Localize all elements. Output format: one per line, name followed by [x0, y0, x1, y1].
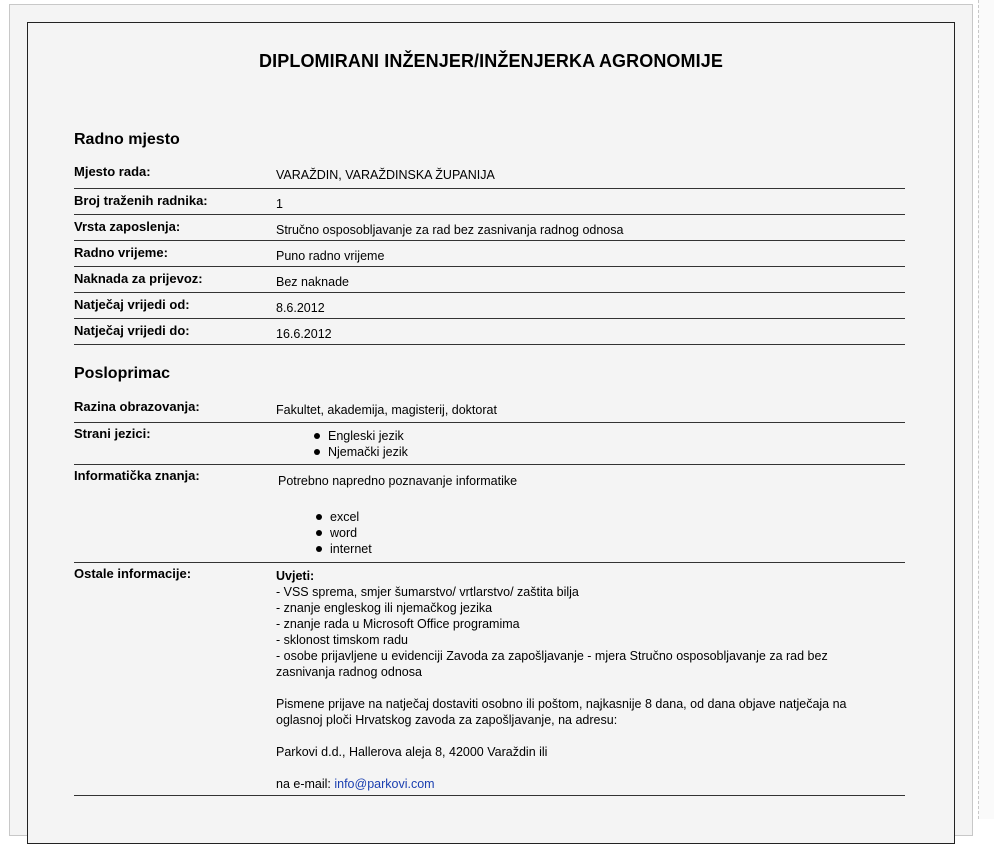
row-vrijedi-do	[74, 319, 905, 345]
languages-list	[312, 428, 408, 460]
row-value: 1	[276, 197, 283, 211]
row-label: Vrsta zaposlenja:	[74, 219, 181, 234]
condition-line: - osobe prijavljene u evidenciji Zavoda za zapošljavanje - mjera Stručno osposobljavanje za rad bez	[276, 649, 828, 663]
row-label: Radno vrijeme:	[74, 245, 168, 260]
row-vrijedi-od	[74, 293, 905, 319]
row-value: Stručno osposobljavanje za rad bez zasnivanja radnog odnosa	[276, 223, 624, 237]
row-broj-radnika	[74, 189, 905, 215]
row-label: Broj traženih radnika:	[74, 193, 208, 208]
other-info-text	[276, 568, 896, 792]
condition-line: - VSS sprema, smjer šumarstvo/ vrtlarstvo/ zaštita bilja	[276, 585, 579, 599]
job-posting-panel	[27, 22, 955, 844]
row-strani-jezici	[74, 423, 905, 465]
row-informaticka-znanja	[74, 465, 905, 563]
it-skills-list	[314, 509, 372, 557]
row-value: Puno radno vrijeme	[276, 249, 385, 263]
row-naknada	[74, 267, 905, 293]
conditions-heading: Uvjeti:	[276, 569, 315, 583]
row-value: Potrebno napredno poznavanje informatike	[278, 474, 518, 488]
row-label: Ostale informacije:	[74, 566, 192, 581]
application-text: oglasnoj ploči Hrvatskog zavoda za zapošljavanje, na adresu:	[276, 713, 618, 727]
condition-line: zasnivanja radnog odnosa	[276, 665, 422, 679]
email-line	[276, 776, 896, 792]
application-text: Pismene prijave na natječaj dostaviti osobno ili poštom, najkasnije 8 dana, od dana objave natječaja na	[276, 697, 847, 711]
row-label: Natječaj vrijedi do:	[74, 323, 190, 338]
list-item: Engleski jezik	[312, 428, 408, 444]
list-item: word	[314, 525, 372, 541]
row-value: Fakultet, akademija, magisterij, doktorat	[276, 403, 497, 417]
row-ostale-informacije	[74, 563, 905, 796]
scrollbar-track[interactable]	[978, 0, 994, 819]
row-label: Razina obrazovanja:	[74, 399, 200, 414]
condition-line: - znanje engleskog ili njemačkog jezika	[276, 601, 493, 615]
list-item: excel	[314, 509, 372, 525]
row-label: Strani jezici:	[74, 426, 151, 441]
condition-line: - znanje rada u Microsoft Office programima	[276, 617, 520, 631]
row-label: Natječaj vrijedi od:	[74, 297, 190, 312]
row-vrsta-zaposlenja	[74, 215, 905, 241]
section-heading-radno-mjesto: Radno mjesto	[74, 131, 180, 148]
row-value: 8.6.2012	[276, 301, 325, 315]
row-razina-obrazovanja	[74, 395, 905, 423]
row-radno-vrijeme	[74, 241, 905, 267]
email-link[interactable]: info@parkovi.com	[334, 777, 435, 791]
row-label: Mjesto rada:	[74, 164, 151, 179]
row-mjesto-rada	[74, 160, 905, 189]
address-text: Parkovi d.d., Hallerova aleja 8, 42000 Varaždin ili	[276, 745, 548, 759]
email-prefix: na e-mail:	[276, 777, 335, 791]
row-value: 16.6.2012	[276, 327, 332, 341]
list-item: internet	[314, 541, 372, 557]
page-title: DIPLOMIRANI INŽENJER/INŽENJERKA AGRONOMIJE	[259, 51, 723, 71]
section-heading-posloprimac: Posloprimac	[74, 365, 171, 382]
row-value: VARAŽDIN, VARAŽDINSKA ŽUPANIJA	[276, 168, 495, 182]
row-value: Bez naknade	[276, 275, 349, 289]
row-label: Naknada za prijevoz:	[74, 271, 203, 286]
row-label: Informatička znanja:	[74, 468, 200, 483]
list-item: Njemački jezik	[312, 444, 408, 460]
condition-line: - sklonost timskom radu	[276, 633, 408, 647]
